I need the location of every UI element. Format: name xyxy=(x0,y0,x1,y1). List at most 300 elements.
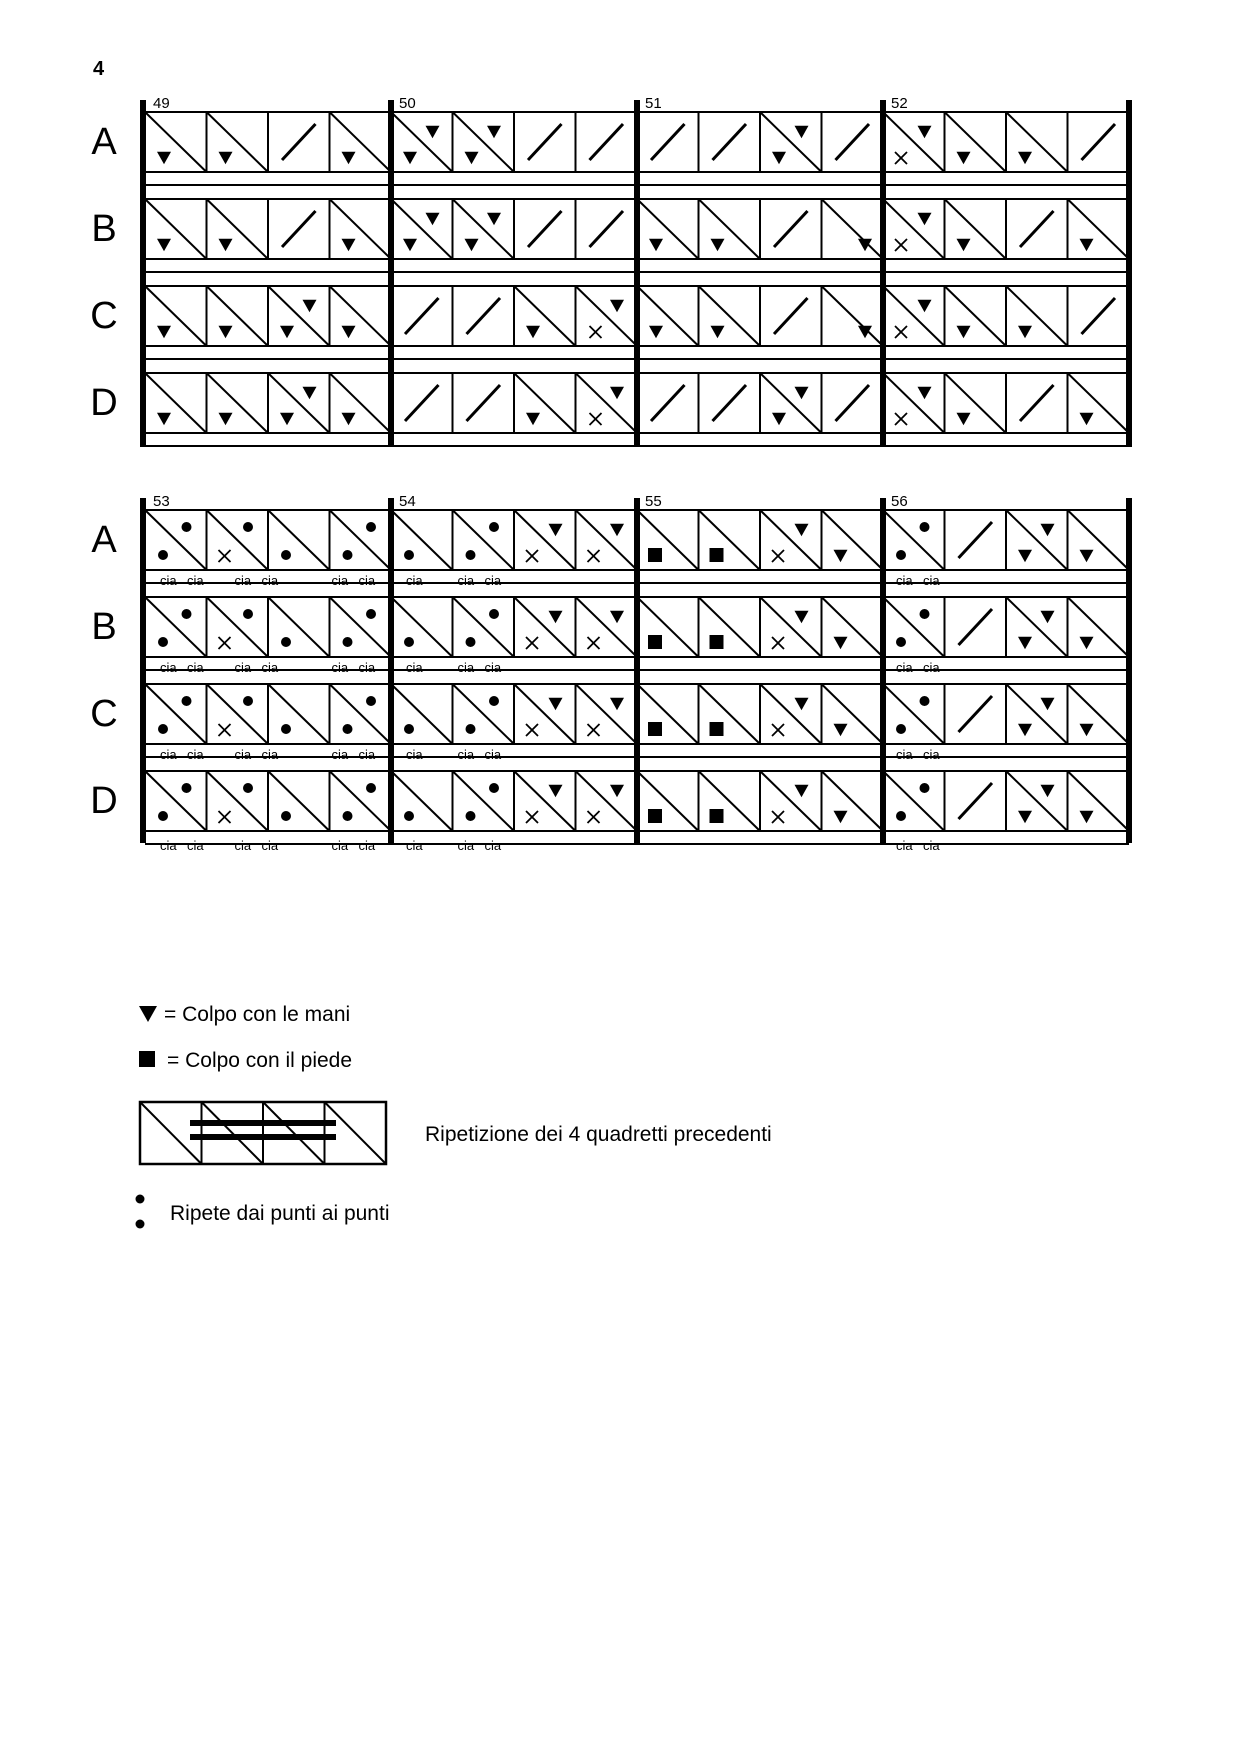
legend-hands-text: = Colpo con le mani xyxy=(164,1003,351,1026)
dot-symbol xyxy=(182,522,192,532)
triangle-symbol xyxy=(834,811,848,824)
dot-symbol xyxy=(281,724,291,734)
dot-symbol xyxy=(489,696,499,706)
dot-symbol xyxy=(489,522,499,532)
cell-diagonal xyxy=(945,286,1007,346)
cell-diagonal xyxy=(391,112,453,172)
triangle-symbol xyxy=(1041,785,1055,798)
cross-symbol xyxy=(713,385,747,421)
cell-diagonal xyxy=(1068,199,1130,259)
cell-diagonal xyxy=(453,597,515,657)
cross-symbol xyxy=(590,211,624,247)
triangle-symbol xyxy=(1080,550,1094,563)
cross-symbol xyxy=(836,124,870,160)
cross-symbol xyxy=(774,298,808,334)
cia-label: cia xyxy=(187,838,204,853)
cell-diagonal xyxy=(945,373,1007,433)
cross-symbol xyxy=(774,211,808,247)
cia-label: cia xyxy=(160,573,177,588)
cell-diagonal xyxy=(1068,771,1130,831)
triangle-symbol xyxy=(610,524,624,537)
cell-diagonal xyxy=(883,771,945,831)
cell-diagonal xyxy=(145,286,207,346)
cell-diagonal xyxy=(268,510,330,570)
triangle-symbol xyxy=(342,239,356,252)
cell-diagonal xyxy=(145,684,207,744)
cell-diagonal xyxy=(207,373,269,433)
cell-diagonal xyxy=(1068,684,1130,744)
dot-symbol xyxy=(896,724,906,734)
cell-diagonal xyxy=(883,684,945,744)
triangle-symbol xyxy=(1080,239,1094,252)
cia-label: cia xyxy=(923,838,940,853)
cell-diagonal xyxy=(637,771,699,831)
cell-diagonal xyxy=(145,373,207,433)
triangle-symbol xyxy=(219,239,233,252)
triangle-symbol xyxy=(772,413,786,426)
measure-number: 53 xyxy=(153,493,170,510)
cia-label: cia xyxy=(261,573,279,588)
cell-diagonal xyxy=(883,286,945,346)
cell-diagonal xyxy=(637,199,699,259)
dot-symbol xyxy=(366,609,376,619)
cia-label: cia xyxy=(457,660,475,675)
dot-symbol xyxy=(343,724,353,734)
cell-diagonal xyxy=(1006,771,1068,831)
cell-diagonal xyxy=(945,112,1007,172)
legend-repeat-text: Ripetizione dei 4 quadretti precedenti xyxy=(425,1123,772,1146)
cell-diagonal xyxy=(945,199,1007,259)
triangle-symbol xyxy=(610,611,624,624)
cell-diagonal xyxy=(453,771,515,831)
dot-symbol xyxy=(920,696,930,706)
legend-foot-text: = Colpo con il piede xyxy=(167,1049,353,1072)
cia-label: cia xyxy=(896,573,913,588)
triangle-symbol xyxy=(403,239,417,252)
triangle-symbol xyxy=(610,300,624,313)
triangle-symbol xyxy=(610,785,624,798)
cia-label: cia xyxy=(160,838,177,853)
triangle-symbol xyxy=(772,152,786,165)
dot-symbol xyxy=(243,783,253,793)
triangle-symbol xyxy=(795,387,809,400)
triangle-symbol xyxy=(1018,637,1032,650)
cell-diagonal xyxy=(145,510,207,570)
triangle-symbol xyxy=(711,326,725,339)
cia-label: cia xyxy=(261,660,279,675)
dot-symbol xyxy=(243,696,253,706)
cell-diagonal xyxy=(453,684,515,744)
row-label: B xyxy=(91,208,117,250)
cell-diagonal xyxy=(1068,373,1130,433)
dot-symbol xyxy=(158,550,168,560)
row-label: A xyxy=(91,519,117,561)
triangle-symbol xyxy=(957,239,971,252)
cia-label: cia xyxy=(358,573,376,588)
cia-label: cia xyxy=(331,573,349,588)
row-label: C xyxy=(90,693,118,735)
cell-diagonal xyxy=(207,112,269,172)
triangle-symbol xyxy=(918,126,932,139)
cross-symbol xyxy=(1020,211,1054,247)
dot-symbol xyxy=(404,637,414,647)
cross-symbol xyxy=(651,124,685,160)
cell-diagonal xyxy=(207,771,269,831)
cell-diagonal xyxy=(330,510,392,570)
cell-diagonal xyxy=(822,597,884,657)
cell-diagonal xyxy=(330,199,392,259)
cell-diagonal xyxy=(760,597,822,657)
triangle-symbol xyxy=(1018,550,1032,563)
triangle-symbol xyxy=(1041,698,1055,711)
dot-symbol xyxy=(158,637,168,647)
cell-diagonal xyxy=(453,199,515,259)
triangle-symbol xyxy=(1080,413,1094,426)
row-label: B xyxy=(91,606,117,648)
triangle-symbol xyxy=(549,698,563,711)
repeat-cells-icon xyxy=(138,1100,388,1166)
triangle-symbol xyxy=(795,785,809,798)
cia-label: cia xyxy=(923,660,940,675)
measure-number: 51 xyxy=(645,95,662,112)
square-symbol xyxy=(710,548,724,562)
triangle-symbol xyxy=(1041,524,1055,537)
cia-label: cia xyxy=(406,838,423,853)
square-symbol xyxy=(648,809,662,823)
cell-diagonal xyxy=(207,286,269,346)
triangle-symbol xyxy=(834,724,848,737)
triangle-symbol xyxy=(1080,724,1094,737)
cell-diagonal xyxy=(576,286,638,346)
square-symbol xyxy=(648,722,662,736)
triangle-symbol xyxy=(549,611,563,624)
cell-diagonal xyxy=(391,684,453,744)
triangle-symbol xyxy=(1018,152,1032,165)
cell-diagonal xyxy=(268,771,330,831)
cell-diagonal xyxy=(514,771,576,831)
cell-diagonal xyxy=(145,771,207,831)
cia-label: cia xyxy=(896,747,913,762)
cia-label: cia xyxy=(923,573,940,588)
cell-diagonal xyxy=(207,510,269,570)
cia-label: cia xyxy=(160,660,177,675)
cia-label: cia xyxy=(331,660,349,675)
row-label: A xyxy=(91,121,117,163)
cia-label: cia xyxy=(406,747,423,762)
measure-number: 49 xyxy=(153,95,170,112)
triangle-symbol xyxy=(795,524,809,537)
cell-diagonal xyxy=(883,510,945,570)
cell-diagonal xyxy=(699,771,761,831)
cia-label: cia xyxy=(234,838,252,853)
triangle-symbol xyxy=(834,550,848,563)
cia-label: cia xyxy=(457,573,475,588)
dot-symbol xyxy=(158,724,168,734)
triangle-symbol xyxy=(649,326,663,339)
measure-number: 56 xyxy=(891,493,908,510)
dot-symbol xyxy=(343,637,353,647)
triangle-symbol xyxy=(219,413,233,426)
cell-diagonal xyxy=(1006,684,1068,744)
square-symbol xyxy=(710,722,724,736)
cell-diagonal xyxy=(391,597,453,657)
cia-label: cia xyxy=(484,660,502,675)
cell-diagonal xyxy=(391,199,453,259)
dot-symbol xyxy=(404,550,414,560)
cia-label: cia xyxy=(187,660,204,675)
dot-symbol xyxy=(466,811,476,821)
triangle-symbol xyxy=(157,152,171,165)
cross-symbol xyxy=(590,124,624,160)
cia-label: cia xyxy=(261,838,279,853)
dot-symbol xyxy=(343,550,353,560)
triangle-symbol xyxy=(610,387,624,400)
cell-diagonal xyxy=(699,199,761,259)
cell-diagonal xyxy=(576,510,638,570)
cell-diagonal xyxy=(268,373,330,433)
cia-label: cia xyxy=(484,838,502,853)
cell-diagonal xyxy=(699,684,761,744)
dot-symbol xyxy=(243,522,253,532)
triangle-symbol xyxy=(342,326,356,339)
cia-label: cia xyxy=(406,573,423,588)
cia-label: cia xyxy=(187,747,204,762)
cell-diagonal xyxy=(1006,286,1068,346)
cell-diagonal xyxy=(268,286,330,346)
cell-diagonal xyxy=(883,199,945,259)
dot-symbol xyxy=(243,609,253,619)
cell-diagonal xyxy=(514,684,576,744)
row-label: D xyxy=(90,382,118,424)
cia-label: cia xyxy=(923,747,940,762)
cell-diagonal xyxy=(822,684,884,744)
cell-diagonal xyxy=(576,373,638,433)
cell-diagonal xyxy=(760,771,822,831)
dot-symbol xyxy=(158,811,168,821)
cell-diagonal xyxy=(822,199,884,259)
triangle-symbol xyxy=(918,213,932,226)
dot-symbol xyxy=(404,724,414,734)
cia-label: cia xyxy=(484,573,502,588)
cell-diagonal xyxy=(760,112,822,172)
cia-label: cia xyxy=(896,838,913,853)
cell-diagonal xyxy=(330,112,392,172)
cell-diagonal xyxy=(637,286,699,346)
measure-number: 52 xyxy=(891,95,908,112)
dot-symbol xyxy=(466,550,476,560)
triangle-symbol xyxy=(711,239,725,252)
dot-symbol xyxy=(404,811,414,821)
cia-label: cia xyxy=(331,838,349,853)
cell-diagonal xyxy=(576,684,638,744)
triangle-symbol xyxy=(649,239,663,252)
cell-diagonal xyxy=(822,510,884,570)
triangle-symbol xyxy=(157,239,171,252)
triangle-symbol xyxy=(487,126,501,139)
square-symbol xyxy=(648,548,662,562)
triangle-symbol xyxy=(426,213,440,226)
repeat-dots-icon xyxy=(133,1192,147,1232)
dot-symbol xyxy=(920,522,930,532)
triangle-symbol xyxy=(834,637,848,650)
cia-label: cia xyxy=(234,747,252,762)
cell-diagonal xyxy=(514,286,576,346)
cia-label: cia xyxy=(457,747,475,762)
dot-symbol xyxy=(896,550,906,560)
dot-symbol xyxy=(281,550,291,560)
dot-symbol xyxy=(281,811,291,821)
cell-diagonal xyxy=(1006,112,1068,172)
triangle-symbol xyxy=(157,326,171,339)
cell-diagonal xyxy=(699,510,761,570)
dot-symbol xyxy=(466,724,476,734)
cell-diagonal xyxy=(576,597,638,657)
cell-diagonal xyxy=(268,597,330,657)
cross-symbol xyxy=(1082,298,1116,334)
legend-repeat-dots-text: Ripete dai punti ai punti xyxy=(170,1202,390,1225)
cell-diagonal xyxy=(822,286,884,346)
cell-diagonal xyxy=(760,373,822,433)
triangle-symbol xyxy=(549,785,563,798)
cell-diagonal xyxy=(453,112,515,172)
triangle-symbol xyxy=(342,152,356,165)
cross-symbol xyxy=(713,124,747,160)
dot-symbol xyxy=(182,783,192,793)
row-label: D xyxy=(90,780,118,822)
cell-diagonal xyxy=(1068,510,1130,570)
triangle-symbol xyxy=(280,326,294,339)
cell-diagonal xyxy=(453,510,515,570)
cell-diagonal xyxy=(637,597,699,657)
cell-diagonal xyxy=(822,771,884,831)
cross-symbol xyxy=(1082,124,1116,160)
cia-label: cia xyxy=(261,747,279,762)
cell-diagonal xyxy=(883,112,945,172)
cell-diagonal xyxy=(699,286,761,346)
measure-number: 55 xyxy=(645,493,662,510)
page-number: 4 xyxy=(93,58,105,80)
triangle-symbol xyxy=(957,326,971,339)
cia-label: cia xyxy=(457,838,475,853)
triangle-symbol xyxy=(1080,811,1094,824)
triangle-symbol xyxy=(1018,326,1032,339)
cia-label: cia xyxy=(160,747,177,762)
triangle-symbol xyxy=(795,698,809,711)
cross-symbol xyxy=(836,385,870,421)
triangle-symbol xyxy=(219,326,233,339)
triangle-symbol xyxy=(303,387,317,400)
cell-diagonal xyxy=(268,684,330,744)
cell-diagonal xyxy=(330,684,392,744)
triangle-symbol xyxy=(957,413,971,426)
cell-diagonal xyxy=(760,510,822,570)
cross-symbol xyxy=(1020,385,1054,421)
cell-diagonal xyxy=(1006,597,1068,657)
dot-symbol xyxy=(182,696,192,706)
cell-diagonal xyxy=(576,771,638,831)
cell-diagonal xyxy=(145,597,207,657)
dot-symbol xyxy=(896,637,906,647)
cia-label: cia xyxy=(187,573,204,588)
dot-symbol xyxy=(366,783,376,793)
cell-diagonal xyxy=(391,510,453,570)
dot-symbol xyxy=(182,609,192,619)
triangle-symbol xyxy=(1041,611,1055,624)
triangle-symbol xyxy=(610,698,624,711)
dot-symbol xyxy=(920,783,930,793)
measure-number: 50 xyxy=(399,95,416,112)
cia-label: cia xyxy=(406,660,423,675)
cell-diagonal xyxy=(145,112,207,172)
cell-diagonal xyxy=(1006,510,1068,570)
triangle-symbol xyxy=(280,413,294,426)
cell-diagonal xyxy=(207,684,269,744)
triangle-symbol xyxy=(1018,724,1032,737)
dot-symbol xyxy=(896,811,906,821)
dot-symbol xyxy=(466,637,476,647)
cell-diagonal xyxy=(1068,597,1130,657)
cell-diagonal xyxy=(699,597,761,657)
cell-diagonal xyxy=(514,597,576,657)
triangle-symbol xyxy=(1080,637,1094,650)
square-symbol xyxy=(648,635,662,649)
dot-symbol xyxy=(489,783,499,793)
triangle-symbol xyxy=(303,300,317,313)
cia-label: cia xyxy=(484,747,502,762)
triangle-symbol xyxy=(918,387,932,400)
triangle-symbol xyxy=(487,213,501,226)
triangle-symbol xyxy=(526,413,540,426)
triangle-symbol xyxy=(526,326,540,339)
cell-diagonal xyxy=(760,684,822,744)
measure-number: 54 xyxy=(399,493,416,510)
cia-label: cia xyxy=(896,660,913,675)
cia-label: cia xyxy=(234,660,252,675)
triangle-symbol xyxy=(219,152,233,165)
cell-diagonal xyxy=(330,771,392,831)
triangle-symbol xyxy=(957,152,971,165)
cell-diagonal xyxy=(330,597,392,657)
dot-symbol xyxy=(343,811,353,821)
cell-diagonal xyxy=(145,199,207,259)
triangle-symbol xyxy=(426,126,440,139)
cia-label: cia xyxy=(358,747,376,762)
triangle-symbol xyxy=(549,524,563,537)
cell-diagonal xyxy=(637,510,699,570)
dot-symbol xyxy=(281,637,291,647)
triangle-symbol xyxy=(918,300,932,313)
triangle-symbol xyxy=(465,152,479,165)
dot-symbol xyxy=(489,609,499,619)
cross-symbol xyxy=(528,124,562,160)
cell-diagonal xyxy=(207,597,269,657)
square-symbol xyxy=(710,809,724,823)
triangle-symbol xyxy=(465,239,479,252)
cell-diagonal xyxy=(883,373,945,433)
cell-diagonal xyxy=(514,373,576,433)
cia-label: cia xyxy=(358,838,376,853)
triangle-symbol xyxy=(795,611,809,624)
cross-symbol xyxy=(528,211,562,247)
cell-diagonal xyxy=(514,510,576,570)
dot-symbol xyxy=(366,522,376,532)
dot-symbol xyxy=(920,609,930,619)
cross-symbol xyxy=(651,385,685,421)
cia-label: cia xyxy=(358,660,376,675)
triangle-symbol xyxy=(1018,811,1032,824)
cell-diagonal xyxy=(391,771,453,831)
cia-label: cia xyxy=(234,573,252,588)
